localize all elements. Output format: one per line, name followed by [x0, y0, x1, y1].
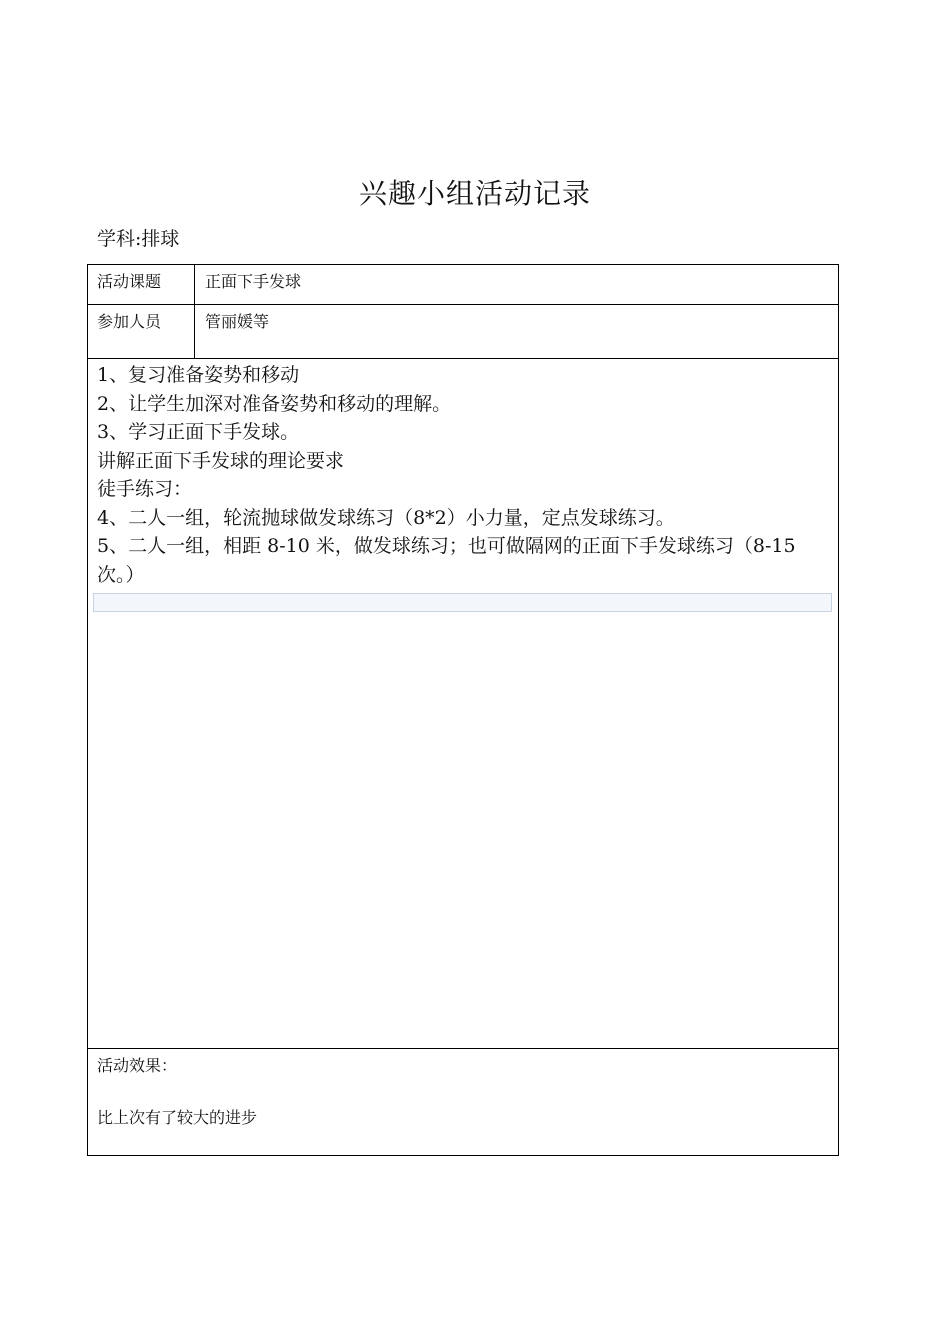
- content-line: 5、二人一组，相距 8-10 米，做发球练习；也可做隔网的正面下手发球练习（8-15: [97, 535, 796, 557]
- content-line: 2、让学生加深对准备姿势和移动的理解。: [97, 392, 452, 415]
- content-line: 3、学习正面下手发球。: [97, 421, 300, 443]
- members-row: [88, 305, 838, 359]
- members-value: 管丽媛等: [205, 312, 270, 331]
- empty-highlight-bar: [93, 593, 832, 612]
- topic-value: 正面下手发球: [205, 272, 302, 291]
- topic-row: [88, 265, 838, 305]
- content-line: 1、复习准备姿势和移动: [97, 364, 300, 386]
- page-title: 兴趣小组活动记录: [358, 177, 591, 210]
- members-label: 参加人员: [88, 305, 195, 358]
- effect-value: 比上次有了较大的进步: [97, 1108, 258, 1127]
- subject-label: 学科:排球: [97, 228, 180, 250]
- activity-record-table: [87, 264, 839, 1156]
- topic-label: 活动课题: [88, 265, 195, 304]
- content-row: [88, 359, 838, 1049]
- content-line: 徒手练习：: [97, 478, 193, 500]
- content-line: 次。）: [97, 563, 145, 586]
- activity-content: [97, 361, 832, 589]
- effect-label: 活动效果：: [97, 1056, 178, 1075]
- content-line: 4、二人一组，轮流抛球做发球练习（8*2）小力量，定点发球练习。: [97, 506, 675, 529]
- content-line: 讲解正面下手发球的理论要求: [97, 449, 345, 472]
- effect-row: [88, 1049, 838, 1155]
